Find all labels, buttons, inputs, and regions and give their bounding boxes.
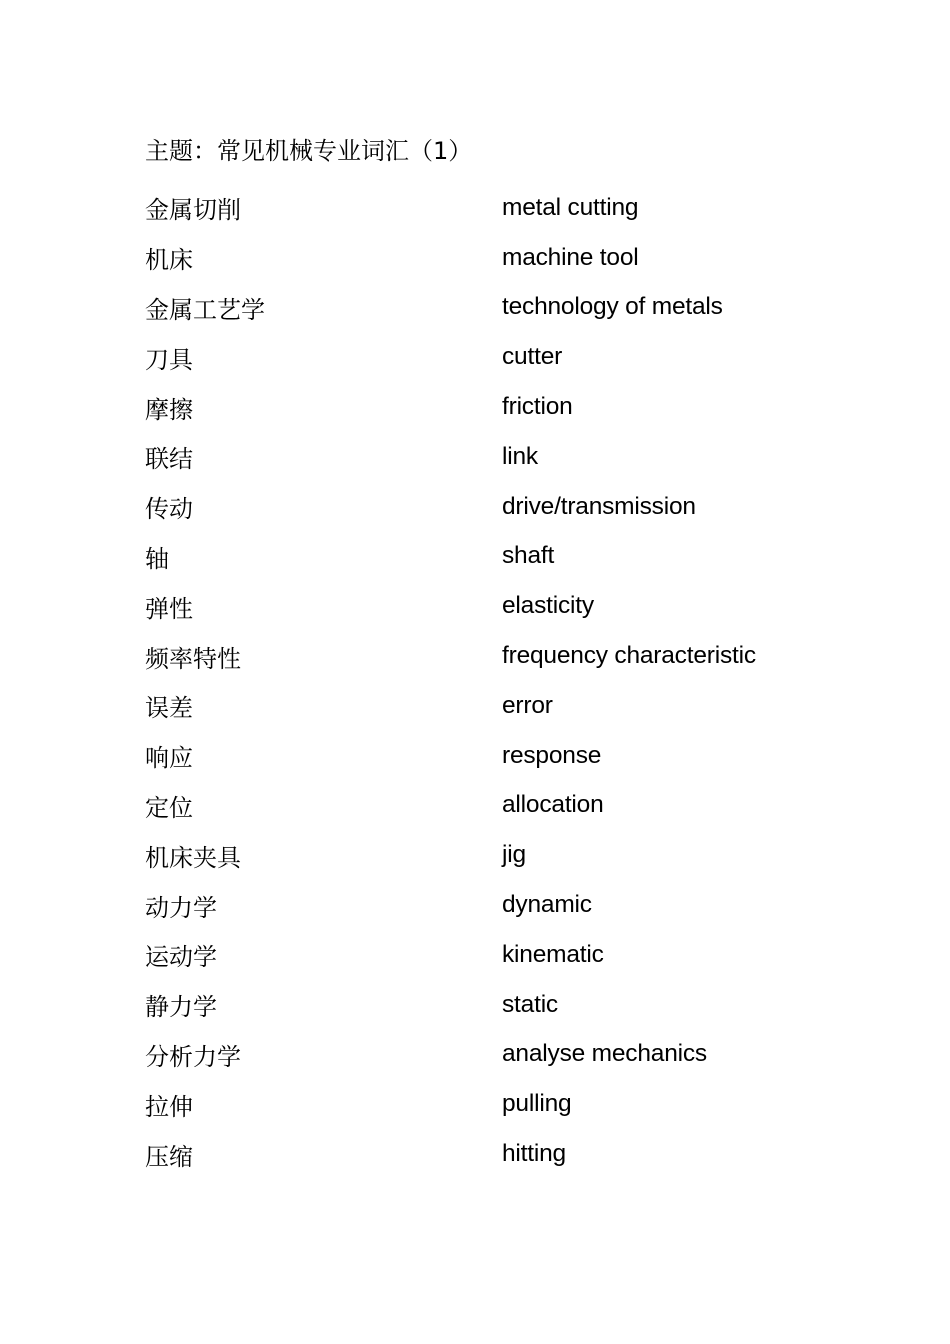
term-chinese: 响应 bbox=[145, 744, 193, 773]
term-chinese: 动力学 bbox=[145, 893, 217, 922]
glossary-row bbox=[145, 631, 905, 681]
term-chinese: 轴 bbox=[145, 544, 169, 573]
term-chinese: 弹性 bbox=[145, 594, 193, 623]
term-english: machine tool bbox=[502, 243, 639, 271]
glossary-row bbox=[145, 233, 905, 283]
term-chinese: 传动 bbox=[145, 495, 193, 524]
document-title: 主题：常见机械专业词汇（1） bbox=[145, 137, 473, 165]
glossary-row bbox=[145, 482, 905, 532]
term-english: jig bbox=[502, 841, 526, 869]
term-english: kinematic bbox=[502, 940, 604, 968]
term-english: cutter bbox=[502, 343, 563, 371]
term-english: hitting bbox=[502, 1140, 566, 1168]
glossary-row bbox=[145, 980, 905, 1030]
glossary-row bbox=[145, 581, 905, 631]
term-english: link bbox=[502, 442, 538, 470]
term-english: friction bbox=[502, 393, 573, 421]
glossary-row bbox=[145, 1030, 905, 1080]
term-chinese: 定位 bbox=[145, 793, 193, 822]
term-chinese: 运动学 bbox=[145, 943, 217, 972]
term-english: response bbox=[502, 741, 602, 769]
term-english: static bbox=[502, 990, 558, 1018]
term-english: technology of metals bbox=[502, 293, 723, 321]
glossary-row bbox=[145, 830, 905, 880]
glossary-row bbox=[145, 432, 905, 482]
term-english: shaft bbox=[502, 542, 555, 570]
glossary-row bbox=[145, 532, 905, 582]
term-chinese: 刀具 bbox=[145, 345, 193, 374]
term-english: error bbox=[502, 691, 553, 719]
term-chinese: 分析力学 bbox=[145, 1042, 241, 1071]
term-chinese: 机床 bbox=[145, 246, 193, 275]
term-chinese: 静力学 bbox=[145, 993, 217, 1022]
term-english: allocation bbox=[502, 791, 604, 819]
glossary-row bbox=[145, 880, 905, 930]
term-chinese: 机床夹具 bbox=[145, 843, 241, 872]
term-chinese: 联结 bbox=[145, 445, 193, 474]
term-chinese: 频率特性 bbox=[145, 644, 241, 673]
term-english: metal cutting bbox=[502, 193, 639, 221]
term-chinese: 金属切削 bbox=[145, 196, 241, 225]
glossary-row bbox=[145, 781, 905, 831]
glossary-row bbox=[145, 382, 905, 432]
glossary-row bbox=[145, 283, 905, 333]
term-english: drive/transmission bbox=[502, 492, 696, 520]
term-english: frequency characteristic bbox=[502, 642, 756, 670]
term-chinese: 误差 bbox=[145, 694, 193, 723]
term-chinese: 拉伸 bbox=[145, 1092, 193, 1121]
glossary-table bbox=[145, 183, 905, 1179]
glossary-row bbox=[145, 1129, 905, 1179]
term-chinese: 摩擦 bbox=[145, 395, 193, 424]
glossary-row bbox=[145, 930, 905, 980]
glossary-row bbox=[145, 332, 905, 382]
glossary-row bbox=[145, 681, 905, 731]
term-chinese: 压缩 bbox=[145, 1142, 193, 1171]
term-english: analyse mechanics bbox=[502, 1040, 707, 1068]
glossary-row bbox=[145, 1079, 905, 1129]
term-chinese: 金属工艺学 bbox=[145, 295, 265, 324]
glossary-row bbox=[145, 183, 905, 233]
term-english: elasticity bbox=[502, 592, 594, 620]
term-english: pulling bbox=[502, 1090, 572, 1118]
glossary-row bbox=[145, 731, 905, 781]
term-english: dynamic bbox=[502, 891, 592, 919]
